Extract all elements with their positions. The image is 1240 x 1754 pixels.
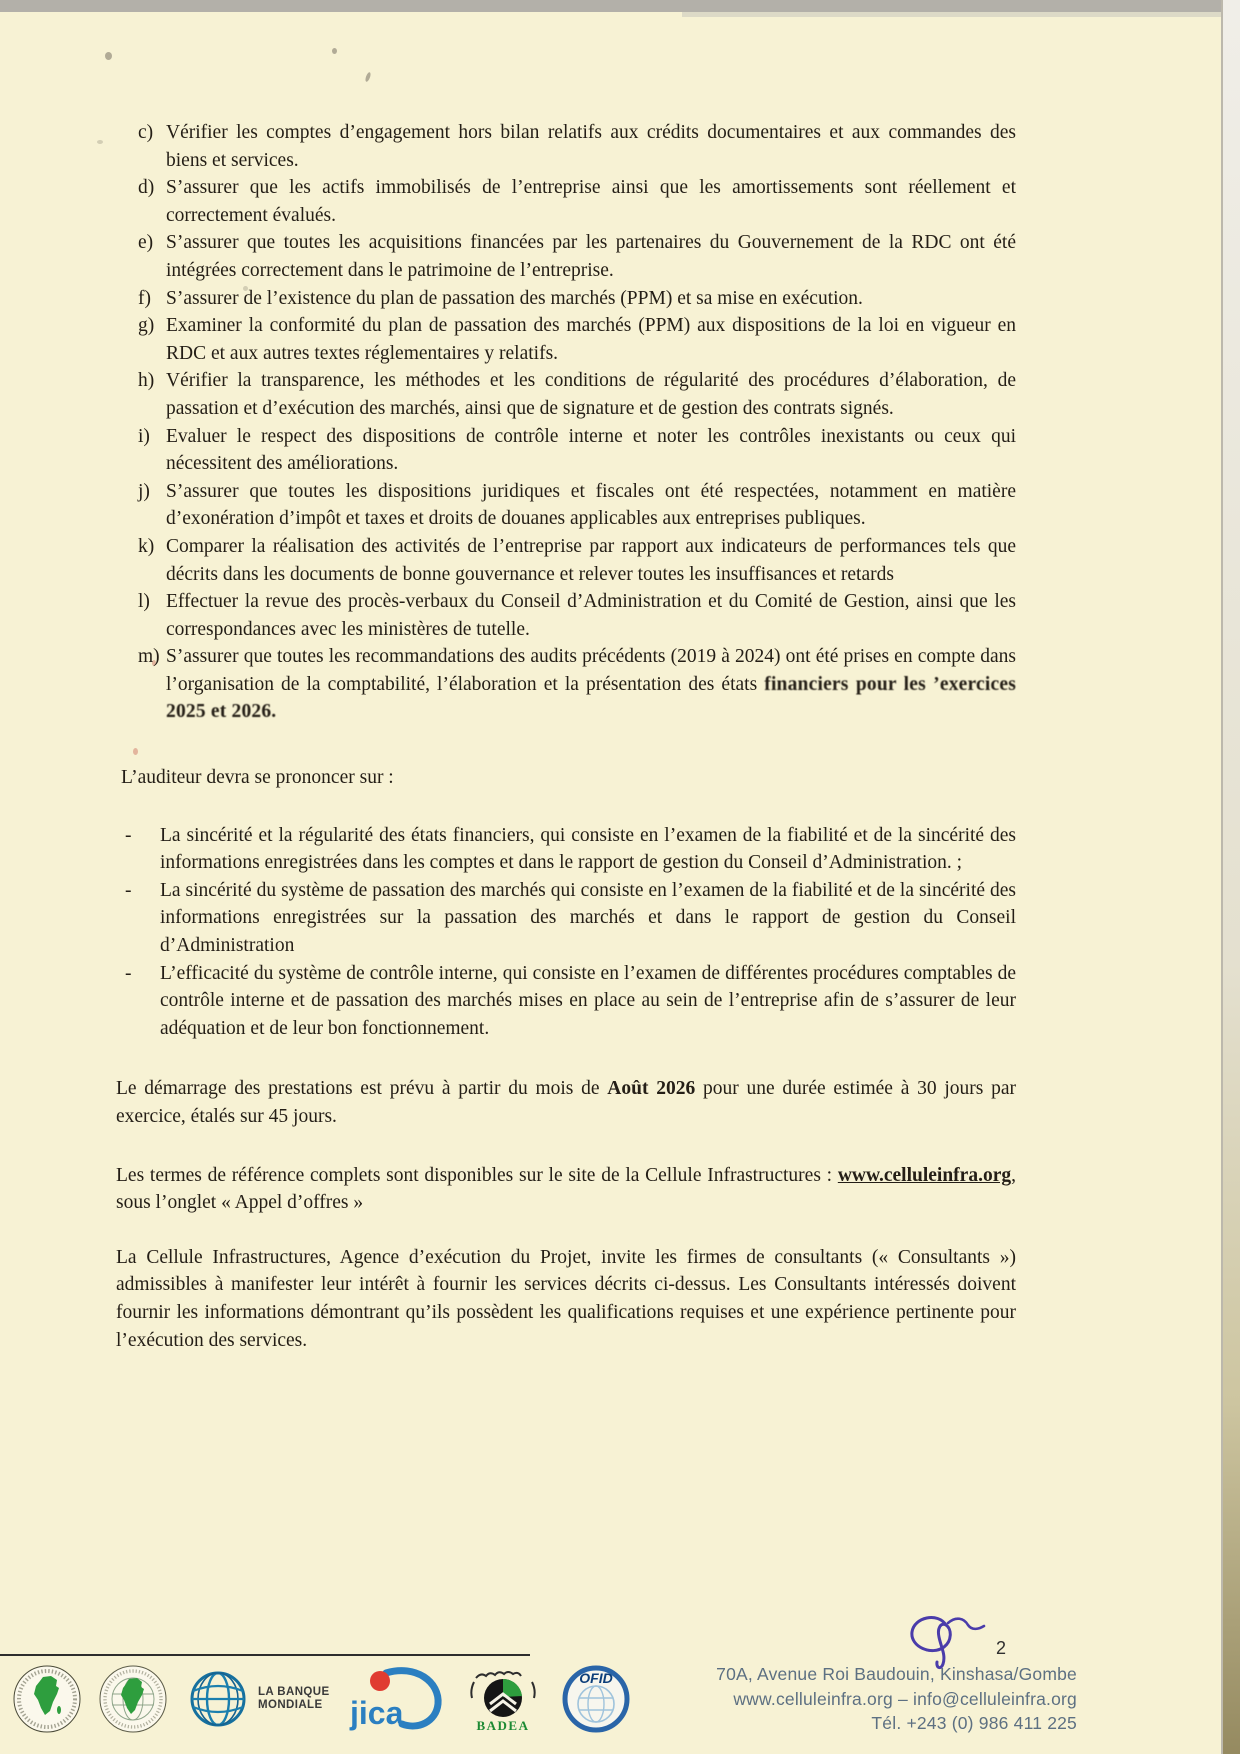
opinion-bullet (125, 960, 1016, 1043)
item-letter: d) (138, 177, 155, 199)
worldbank-label-line1: LA BANQUE (258, 1686, 330, 1698)
afdb-logo-icon (12, 1664, 82, 1734)
auditor-opinions-list (116, 822, 1016, 1043)
item-text: S’assurer que toutes les dispositions juridiques et fiscales ont été respectées, notamment en matière d’exonération d’impôt et taxes et droits de douanes applicables aux entreprises publiques. (166, 480, 1016, 530)
item-text: Comparer la réalisation des activités de l’entreprise par rapport aux indicateurs de performances tels que décrits dans les documents de bonne gouvernance et relever toutes les insuffisances et retards (166, 535, 1016, 585)
jica-label: jica (349, 1695, 403, 1731)
footer-logos (12, 1664, 632, 1734)
page-number: 2 (996, 1638, 1007, 1658)
item-text: S’assurer que toutes les acquisitions financées par les partenaires du Gouvernement de la RDC ont été intégrées correctement dans le patrimoine de l’entreprise. (166, 232, 1016, 281)
item-letter: k) (138, 535, 155, 557)
item-text: Effectuer la revue des procès-verbaux du Conseil d’Administration et du Comité de Gestion, ainsi que les correspondances avec les ministères de tutelle. (166, 591, 1016, 640)
opinion-bullet (125, 822, 1016, 877)
document-body (116, 119, 1016, 1354)
bullet-text: La sincérité et la régularité des états financiers, qui consiste en l’examen de la fiabilité et de la sincérité des informations enregistrées dans les comptes et dans le rapport de gestion du Conseil d’Administration. ; (160, 824, 1016, 874)
item-text: Examiner la conformité du plan de passation des marchés (PPM) aux dispositions de la loi en vigueur en RDC et aux autres textes réglementaires y relatifs. (166, 315, 1016, 364)
scan-edge-top (0, 0, 1240, 12)
audit-tasks-list (116, 119, 1016, 726)
opinion-bullet (125, 877, 1016, 960)
worldbank-label (258, 1686, 330, 1712)
paragraph-demarrage (116, 1075, 1016, 1130)
address-line: Tél. +243 (0) 986 411 225 (871, 1713, 1077, 1733)
bullet-text: L’efficacité du système de contrôle interne, qui consiste en l’examen de différentes procédures comptables de contrôle interne et de passation des marchés mises en place au sein de l’entreprise afin de s’assurer de leur adéquation et de leur bon fonctionnement. (160, 962, 1016, 1039)
bullet-dash: - (125, 962, 132, 984)
item-letter: g) (138, 315, 155, 337)
item-text: Vérifier les comptes d’engagement hors bilan relatifs aux crédits documentaires et aux commandes des biens et services. (166, 122, 1016, 171)
scan-speck (105, 52, 112, 60)
item-letter: e) (138, 232, 154, 254)
badea-logo-icon (462, 1664, 544, 1734)
audit-task-item (138, 119, 1016, 174)
item-letter: h) (138, 370, 155, 392)
demarrage-after: pour une durée estimée à 30 jours par exercice, étalés sur 45 jours. (116, 1078, 1016, 1127)
audit-task-item (138, 533, 1016, 588)
paragraph-termes (116, 1162, 1016, 1217)
scan-edge-right (1221, 0, 1240, 1754)
audit-task-item (138, 312, 1016, 367)
scan-speck (97, 140, 103, 144)
item-text: S’assurer que toutes les recommandations des audits précédents (2019 à 2024) ont été prises en compte dans l’organisation de la comptabilité, l’élaboration et la présentation des états financiers pour les ’exercices 2025 et 2026. (166, 646, 1017, 723)
item-letter: i) (138, 425, 150, 447)
audit-task-item (138, 367, 1016, 422)
termes-before: Les termes de référence complets sont disponibles sur le site de la Cellule Infrastructures : (116, 1164, 838, 1186)
adf-logo-icon (98, 1664, 168, 1734)
demarrage-date: Août 2026 (607, 1078, 696, 1100)
ofid-label: OFID (578, 1670, 613, 1686)
item-letter: j) (138, 480, 150, 502)
item-letter: f) (138, 287, 151, 309)
worldbank-logo (184, 1665, 330, 1733)
audit-task-item (138, 174, 1016, 229)
audit-task-item (138, 285, 1016, 313)
jica-logo-icon (346, 1664, 446, 1734)
worldbank-globe-icon (184, 1665, 252, 1733)
item-text: Vérifier la transparence, les méthodes et les conditions de régularité des procédures d’élaboration, de passation et d’exécution des marchés, ainsi que de signature et de gestion des contrats signés. (166, 370, 1016, 419)
bullet-text: La sincérité du système de passation des marchés qui consiste en l’examen de la fiabilité et de la sincérité des informations enregistrées sur la passation des marchés et dans le rapport de gestion du Conseil d’Administration (160, 879, 1016, 957)
item-text: S’assurer que les actifs immobilisés de l’entreprise ainsi que les amortissements sont réellement et correctement évalués. (166, 177, 1016, 226)
termes-after: , sous l’onglet « Appel d’offres » (116, 1164, 1016, 1214)
footer-divider (0, 1654, 530, 1656)
address-line: www.celluleinfra.org – info@celluleinfra.org (733, 1688, 1077, 1709)
paragraph-invitation: La Cellule Infrastructures, Agence d’exécution du Projet, invite les firmes de consultants (« Consultants ») admissibles à manifester leur intérêt à fournir les services décrits ci-dessus. Les Consultants intéressés doivent fournir les informations démontrant qu’ils possèdent les qualifications requises et une expérience pertinente pour l’exécution des services. (116, 1246, 1016, 1351)
ofid-logo-icon (560, 1664, 632, 1734)
scan-speck (332, 48, 337, 54)
item-letter: l) (138, 591, 150, 613)
audit-task-item (138, 229, 1016, 284)
item-text-degraded: financiers pour les ’exercices 2025 et 2026. (166, 673, 1017, 723)
scan-edge-top-shadow (682, 12, 1240, 17)
audit-task-item (138, 588, 1016, 643)
demarrage-before: Le démarrage des prestations est prévu à partir du mois de (116, 1078, 608, 1100)
scan-speck (364, 72, 371, 83)
badea-label: BADEA (476, 1718, 530, 1733)
worldbank-label-line2: MONDIALE (258, 1699, 323, 1711)
bullet-dash: - (125, 824, 132, 846)
item-text: Evaluer le respect des dispositions de contrôle interne et noter les contrôles inexistants ou ceux qui nécessitent des améliorations. (166, 425, 1016, 475)
item-text: S’assurer de l’existence du plan de passation des marchés (PPM) et sa mise en exécution. (166, 287, 863, 309)
bullet-dash: - (125, 879, 132, 901)
auditor-opinion-heading: L’auditeur devra se prononcer sur : (121, 767, 394, 789)
item-letter: m) (138, 646, 160, 668)
website-url: www.celluleinfra.org (837, 1164, 1012, 1186)
item-letter: c) (138, 122, 154, 143)
footer-address (716, 1662, 1077, 1736)
audit-task-item (138, 423, 1016, 478)
audit-task-item (138, 643, 1016, 726)
audit-task-item (138, 478, 1016, 533)
address-line: 70A, Avenue Roi Baudouin, Kinshasa/Gombe (716, 1664, 1077, 1684)
